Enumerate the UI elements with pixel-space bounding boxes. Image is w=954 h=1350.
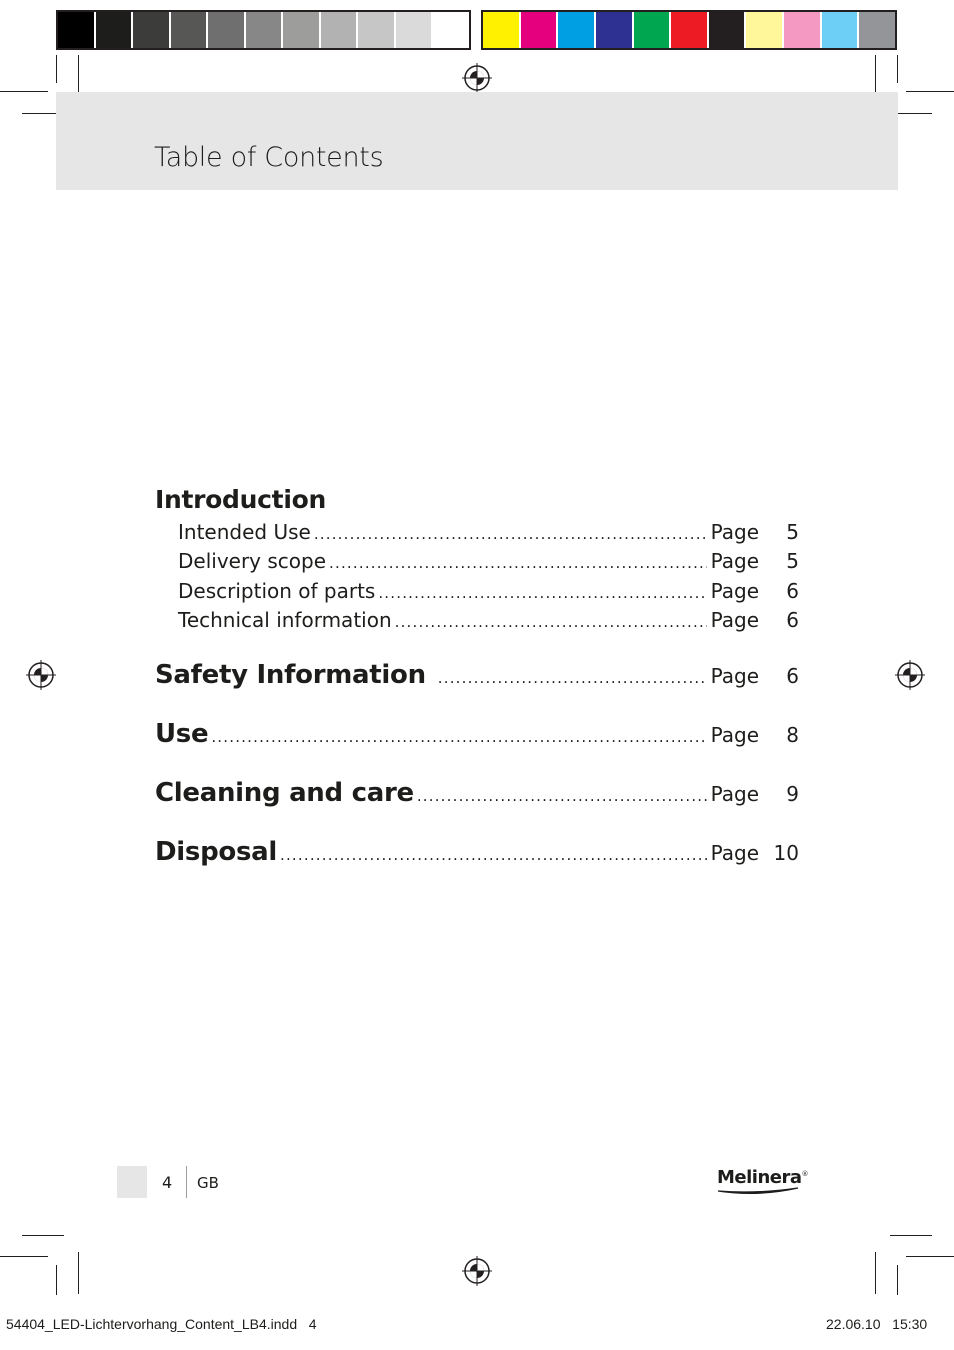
toc-entry[interactable] <box>155 606 799 635</box>
registration-mark-icon <box>462 1256 492 1286</box>
toc-section-use[interactable] <box>155 705 799 764</box>
toc-entry[interactable] <box>155 547 799 576</box>
gray-swatch <box>358 12 396 48</box>
gray-swatch <box>396 12 434 48</box>
gray-swatch <box>321 12 359 48</box>
toc-entry-label: Description of parts <box>178 578 376 603</box>
dot-leader <box>438 649 707 708</box>
color-swatch <box>746 12 784 48</box>
dot-leader <box>378 579 706 608</box>
toc-section-label: Disposal <box>155 836 277 867</box>
toc-entry-label: Technical information <box>178 608 392 633</box>
crop-mark <box>897 1265 898 1295</box>
crop-mark <box>22 1235 64 1236</box>
dot-leader <box>417 767 707 826</box>
dot-leader <box>395 608 707 637</box>
footer-tab-box <box>117 1166 147 1198</box>
toc-section-label: Use <box>155 718 209 749</box>
print-slug-file: 54404_LED-Lichtervorhang_Content_LB4.indd 4 <box>6 1316 317 1332</box>
dot-leader <box>211 708 706 767</box>
toc-section-safety-information[interactable] <box>155 646 799 705</box>
color-swatch <box>822 12 860 48</box>
crop-mark <box>0 1256 48 1257</box>
toc-entry[interactable] <box>155 577 799 606</box>
page-title: Table of Contents <box>154 142 384 173</box>
page-word: Page <box>710 781 759 806</box>
color-swatch <box>483 12 521 48</box>
crop-mark <box>897 55 898 83</box>
page-number: 5 <box>786 520 799 544</box>
crop-mark <box>906 91 954 92</box>
color-swatch <box>859 12 895 48</box>
gray-swatch <box>283 12 321 48</box>
gray-swatch <box>171 12 209 48</box>
gray-swatch <box>58 12 96 48</box>
gray-swatch <box>208 12 246 48</box>
table-of-contents <box>155 482 799 882</box>
color-swatch <box>709 12 747 48</box>
color-swatch <box>558 12 596 48</box>
page-word: Page <box>710 549 759 574</box>
page-word: Page <box>710 663 759 688</box>
footer-language-code: GB <box>197 1174 219 1192</box>
page-number: 6 <box>786 663 799 688</box>
registration-mark-icon <box>462 63 492 93</box>
crop-mark <box>78 55 79 97</box>
page-number: 6 <box>786 608 799 633</box>
toc-section-label: Cleaning and care <box>155 777 414 808</box>
color-swatch <box>596 12 634 48</box>
color-swatch <box>521 12 559 48</box>
crop-mark <box>890 1235 932 1236</box>
gray-swatch <box>433 12 469 48</box>
crop-mark <box>906 1256 954 1257</box>
registration-mark-icon <box>26 660 56 690</box>
toc-entry-label: Intended Use <box>178 520 311 544</box>
page-number: 5 <box>786 549 799 574</box>
color-swatch <box>671 12 709 48</box>
crop-mark <box>875 55 876 97</box>
grayscale-color-bar <box>56 10 471 50</box>
toc-heading-introduction: Introduction <box>155 485 326 514</box>
brand-name: Melinera <box>717 1167 802 1188</box>
dot-leader <box>280 826 707 885</box>
gray-swatch <box>96 12 134 48</box>
header-band <box>56 92 898 190</box>
page-word: Page <box>710 520 759 544</box>
print-slug-datetime: 22.06.10 15:30 <box>826 1316 928 1332</box>
toc-section-label: Safety Information <box>155 659 426 690</box>
crop-mark <box>875 1252 876 1294</box>
color-swatch <box>784 12 822 48</box>
page-word: Page <box>710 608 759 633</box>
footer-divider <box>186 1166 187 1198</box>
page-number: 10 <box>773 840 799 865</box>
toc-section-cleaning-and-care[interactable] <box>155 764 799 823</box>
color-swatch <box>634 12 672 48</box>
page-number: 9 <box>786 781 799 806</box>
brand-logo <box>717 1167 808 1188</box>
crop-mark <box>56 1265 57 1295</box>
page-word: Page <box>710 722 759 747</box>
brand-swoosh-icon <box>717 1186 799 1196</box>
crop-mark <box>0 91 48 92</box>
toc-entry-label: Delivery scope <box>178 549 327 574</box>
page-number: 6 <box>786 578 799 603</box>
gray-swatch <box>246 12 284 48</box>
crop-mark <box>78 1252 79 1294</box>
registration-mark-icon <box>895 660 925 690</box>
gray-swatch <box>133 12 171 48</box>
registered-mark: ® <box>801 1170 809 1178</box>
toc-section-disposal[interactable] <box>155 823 799 882</box>
footer-page-number: 4 <box>162 1173 173 1192</box>
page-word: Page <box>710 578 759 603</box>
page-number: 8 <box>786 722 799 747</box>
page-word: Page <box>710 840 759 865</box>
process-color-bar <box>481 10 897 50</box>
dot-leader <box>314 520 707 549</box>
toc-entry[interactable] <box>155 518 799 547</box>
dot-leader <box>329 549 707 578</box>
crop-mark <box>56 55 57 83</box>
